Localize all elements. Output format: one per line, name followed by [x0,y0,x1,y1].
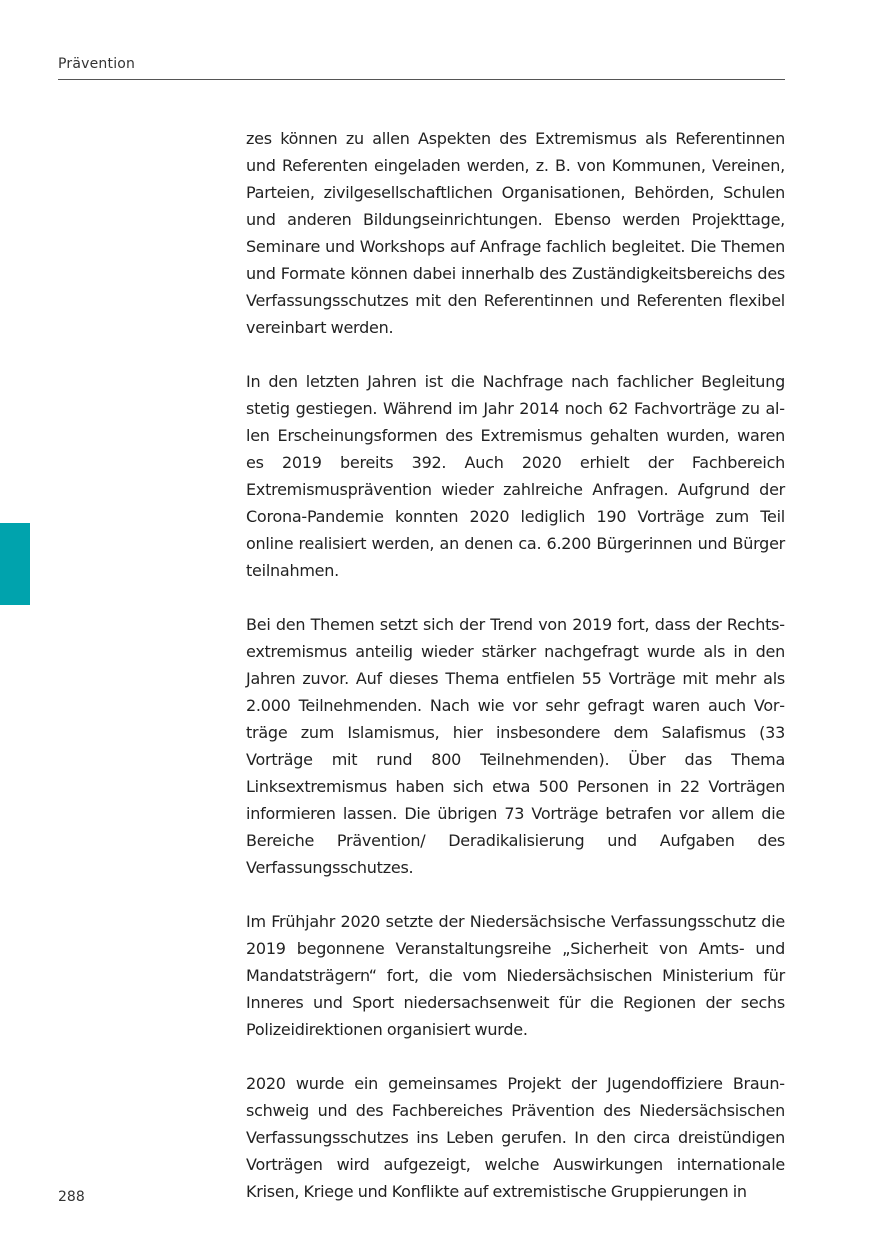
paragraph: 2020 wurde ein gemeinsames Projekt der Jugendoffiziere Braunschweig und des Fachbereiches Prävention des Niedersächsischen Verfassungsschutzes ins Leben gerufen. In den circa dreistündigen Vorträgen wird aufgezeigt, welche Auswirkungen internationale Krisen, Kriege und Konflikte auf extremistische Gruppierungen in [246,1074,785,1201]
paragraph: Im Frühjahr 2020 setzte der Niedersächsische Verfassungsschutz die 2019 begonnene Veranstaltungsreihe „Sicherheit von Amts- und Mandatsträgern“ fort, die vom Niedersächsischen Ministerium für Inneres und Sport niedersachsenweit für die Regionen der sechs Polizeidirektionen organisiert wurde. [246,912,785,1039]
paragraph: Bei den Themen setzt sich der Trend von 2019 fort, dass der Rechtsextremismus anteilig wieder stärker nachgefragt wurde als in den Jahren zuvor. Auf dieses Thema entfielen 55 Vorträge mit mehr als 2.000 Teilnehmenden. Nach wie vor sehr gefragt waren auch Vorträge zum Islamismus, hier insbesondere dem Salafismus (33 Vorträge mit rund 800 Teilnehmenden). Über das Thema Linksextremismus haben sich etwa 500 Personen in 22 Vorträgen informieren lassen. Die übrigen 73 Vorträge betrafen vor allem die Bereiche Prävention/ Deradikalisierung und Aufgaben des Verfassungsschutzes. [246,615,785,877]
paragraph: zes können zu allen Aspekten des Extremismus als Referentinnen und Referenten eingeladen werden, z. B. von Kommunen, Vereinen, Parteien, zivilgesellschaftlichen Organisationen, Behörden, Schulen und anderen Bildungseinrichtungen. Ebenso werden Projekttage, Seminare und Workshops auf Anfrage fachlich begleitet. Die Themen und Formate können dabei innerhalb des Zuständigkeitsbereichs des Verfassungsschutzes mit den Referentinnen und Referenten flexibel vereinbart werden. [246,129,785,337]
page-number: 288 [58,1189,85,1205]
body-text [246,125,785,1232]
running-header: Prävention [58,56,136,72]
chapter-side-tab [0,523,30,605]
paragraph: In den letzten Jahren ist die Nachfrage nach fachlicher Begleitung stetig gestiegen. Während im Jahr 2014 noch 62 Fachvorträge zu allen Erscheinungsformen des Extremismus gehalten wurden, waren es 2019 bereits 392. Auch 2020 erhielt der Fachbereich Extremismusprävention wieder zahlreiche Anfragen. Aufgrund der Corona-Pandemie konnten 2020 lediglich 190 Vorträge zum Teil online realisiert werden, an denen ca. 6.200 Bürgerinnen und Bürger teilnahmen. [246,372,785,580]
header-rule [58,79,785,80]
